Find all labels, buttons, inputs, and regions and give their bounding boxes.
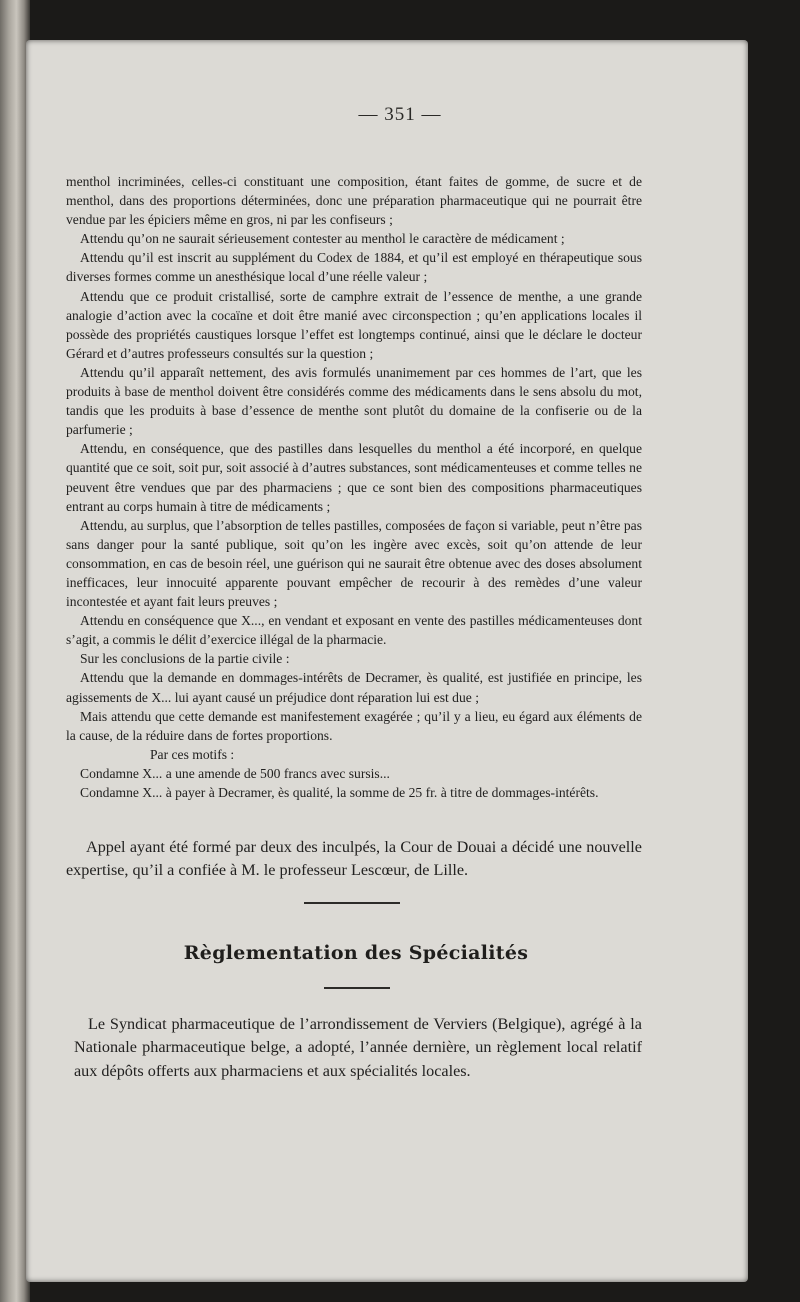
judgment-paragraph: Attendu, au surplus, que l’absorption de telles pastilles, composées de façon si variable, peut n’être pas sans danger pour la santé publique, soit qu’on les ingère avec excès, soit qu’on attende de leur consommation, en cas de besoin réel, une guérison qui ne saurait être obtenue avec des doses absolument inefficaces, leur innocuité apparente pouvant empêcher de recourir à des remèdes d’une valeur incontestée et ayant fait leurs preuves ; [66,517,642,610]
sentence-line: Condamne X... à payer à Decramer, ès qualité, la somme de 25 fr. à titre de dommages-intérêts. [80,785,599,800]
judgment-paragraph: Attendu que ce produit cristallisé, sorte de camphre extrait de l’essence de menthe, a une grande analogie d’action avec la cocaïne et doit être manié avec circonspection ; qu’en applications locales il possède des propriétés caustiques lorsque l’effet est longtemps continué, ainsi que le déclare le docteur Gérard et d’autres professeurs consultés sur la question ; [66,288,642,361]
judgment-paragraph: Attendu qu’on ne saurait sérieusement contester au menthol le caractère de médicament ; [80,231,565,247]
judgment-paragraph: Attendu, en conséquence, que des pastilles dans lesquelles du menthol a été incorporé, en quelque quantité que ce soit, soit pur, soit associé à d’autres substances, sont médicamenteuses et comme telles ne peuvent être vendues que par des pharmaciens ; que ce sont bien des compositions pharmaceutiques entrant au corps humain à titre de médicaments ; [66,441,642,514]
judgment-paragraph: Attendu que la demande en dommages-intérêts de Decramer, ès qualité, est justifiée en principe, les agissements de X... lui ayant causé un préjudice dont réparation lui est due ; [66,670,642,705]
section-heading: Règlementation des Spécialités [183,942,529,964]
judgment-paragraph: Sur les conclusions de la partie civile : [80,651,290,667]
judgment-paragraph: Attendu qu’il est inscrit au supplément du Codex de 1884, et qu’il est employé en thérapeutique sous diverses formes comme un anesthésique local d’une réelle valeur ; [66,250,642,285]
divider-rule [304,902,400,904]
heading-underline [324,987,390,989]
judgment-paragraph: menthol incriminées, celles-ci constituant une composition, étant faites de gomme, de sucre et de menthol, dans des proportions déterminées, donc une préparation pharmaceutique qui ne pourrait être vendue par les épiciers même en gros, ni par les confiseurs ; [66,174,642,228]
sentence-line: Condamne X... a une amende de 500 francs avec sursis... [80,765,390,781]
judgment-text [66,172,642,802]
judgment-paragraph: Attendu qu’il apparaît nettement, des avis formulés unanimement par ces hommes de l’art, que les produits à base de menthol doivent être considérés comme des médicaments dans le sens absolu du mot, tandis que les produits à base d’essence de menthe sont plutôt du domaine de la confiserie ou de la parfumerie ; [66,364,642,438]
appeal-paragraph: Appel ayant été formé par deux des inculpés, la Cour de Douai a décidé une nouvelle expertise, qu’il a confiée à M. le professeur Lescœur, de Lille. [66,838,642,879]
judgment-paragraph: Attendu en conséquence que X..., en vendant et exposant en vente des pastilles médicamenteuses dont s’agit, a commis le délit d’exercice illégal de la pharmacie. [66,613,642,648]
section-paragraph: Le Syndicat pharmaceutique de l’arrondissement de Verviers (Belgique), agrégé à la Nationale pharmaceutique belge, a adopté, l’année dernière, un règlement local relatif aux dépôts offerts aux pharmaciens et aux spécialités locales. [74,1015,642,1080]
judgment-paragraph: Mais attendu que cette demande est manifestement exagérée ; qu’il y a lieu, eu égard aux éléments de la cause, de la réduire dans de fortes proportions. [66,708,642,743]
motifs-heading: Par ces motifs : [150,746,235,762]
page-number: — 351 — [358,104,442,125]
